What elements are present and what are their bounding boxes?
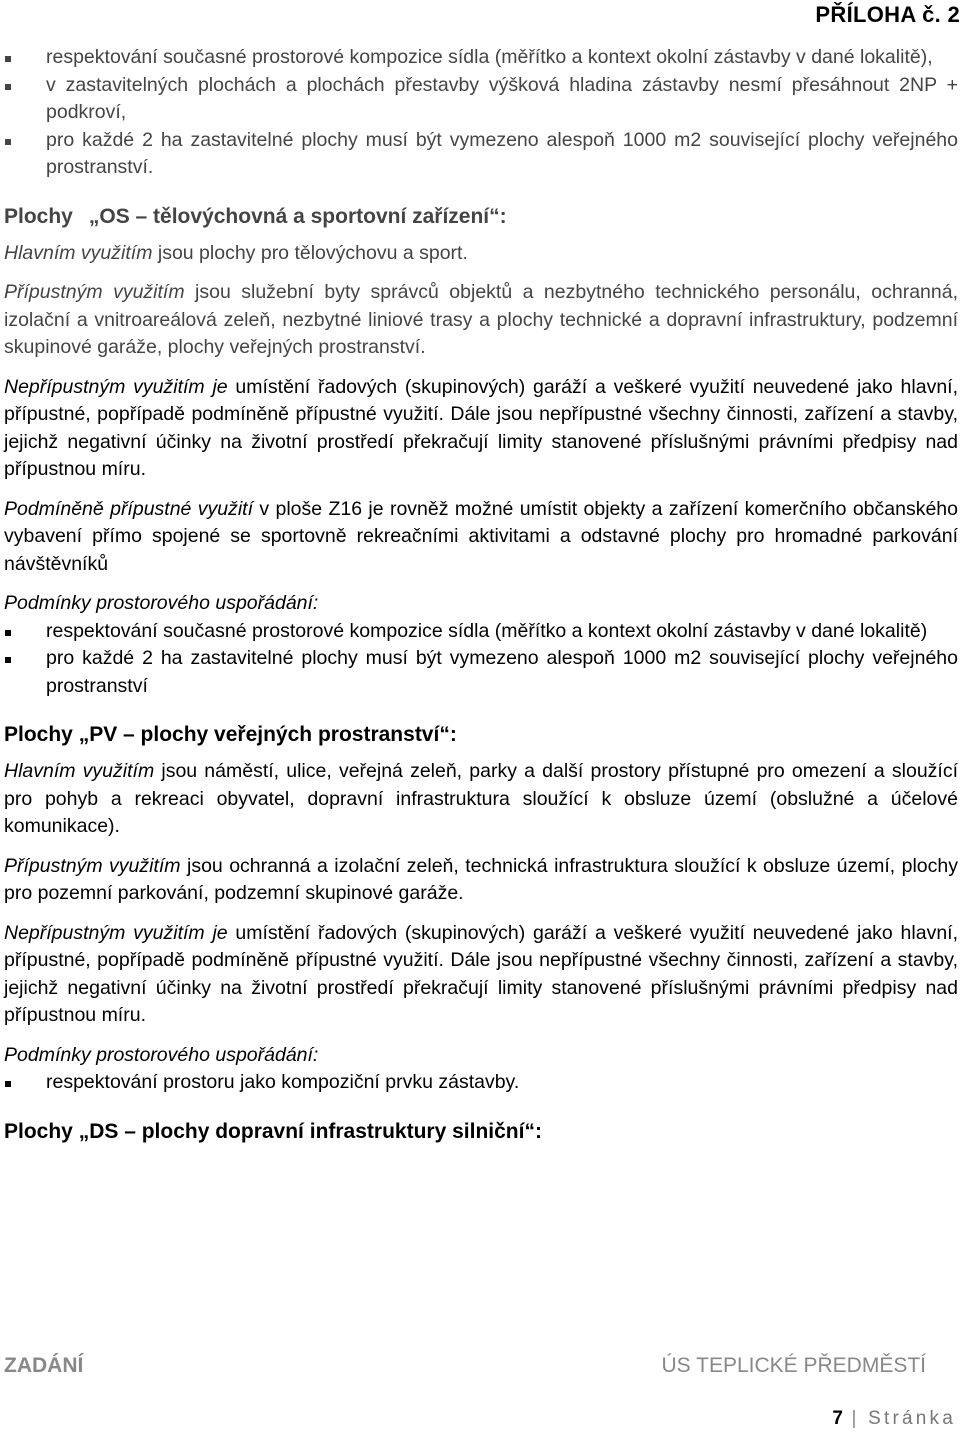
section-heading-ds: Plochy „DS – plochy dopravní infrastruktury silniční“: bbox=[4, 1119, 542, 1143]
label: Hlavním využitím bbox=[4, 760, 155, 782]
label: Přípustným využitím bbox=[4, 281, 185, 303]
pv-main-use bbox=[4, 758, 958, 841]
label: Podmíněně přípustné využití bbox=[4, 497, 254, 520]
text: jsou náměstí, ulice, veřejná zeleň, parky a další prostory přístupné pro omezení a sloužící pro pohyb a rekreaci obyvatel, dopravní infrastruktura sloužící k obsluze území (obslužné a účelové komunikace). bbox=[4, 760, 958, 837]
text: v ploše Z16 je rovněž možné umístit objekty a zařízení komerčního občanského vybavení přímo spojené se sportovně rekreačními aktivitami a odstavné plochy pro hromadné parkování návštěvníků bbox=[4, 497, 958, 575]
os-forbidden-use bbox=[4, 374, 958, 484]
page-number bbox=[832, 1408, 956, 1430]
os-main-use bbox=[4, 240, 958, 268]
page-label: Stránka bbox=[868, 1408, 956, 1429]
list-item: respektování současné prostorové kompozice sídla (měřítko a kontext okolní zástavby v dané lokalitě) bbox=[4, 618, 958, 646]
pv-conditions-list bbox=[4, 1069, 958, 1097]
heading-prefix: Plochy bbox=[4, 204, 73, 228]
text: jsou plochy pro tělovýchovu a sport. bbox=[152, 241, 468, 264]
section-heading-os bbox=[4, 202, 958, 232]
list-item: respektování současné prostorové kompozice sídla (měřítko a kontext okolní zástavby v dané lokalitě), bbox=[4, 44, 958, 72]
document-body bbox=[4, 44, 958, 1155]
list-item: respektování prostoru jako kompoziční prvku zástavby. bbox=[4, 1069, 958, 1097]
list-item: pro každé 2 ha zastavitelné plochy musí být vymezeno alespoň 1000 m2 související plochy veřejného prostranství. bbox=[4, 127, 958, 182]
text: jsou ochranná a izolační zeleň, technická infrastruktura sloužící k obsluze území, plochy pro pozemní parkování, podzemní skupinové garáže. bbox=[4, 854, 958, 904]
pv-forbidden-use bbox=[4, 920, 958, 1030]
text: jsou služební byty správců objektů a nezbytného technického personálu, ochranná, izolační a vnitroareálová zeleň, nezbytné liniové trasy a plochy technické a dopravní infrastruktury, podzemní skupinové garáže, plochy veřejných prostranství. bbox=[4, 281, 958, 358]
label: Nepřípustným využitím je bbox=[4, 921, 228, 944]
label: Hlavním využitím bbox=[4, 241, 153, 264]
text: umístění řadových (skupinových) garáží a veškeré využití neuvedené jako hlavní, přípustné, popřípadě podmíněně přípustné využití. Dále jsou nepřípustné všechny činnosti, zařízení a stavby, jejichž negativní účinky na životní prostředí překračují limity stanovené příslušnými právními předpisy nad přípustnou míru. bbox=[4, 375, 958, 480]
os-allowed-use bbox=[4, 279, 958, 362]
page-separator: | bbox=[851, 1408, 860, 1429]
os-conditions-list bbox=[4, 618, 958, 701]
section-heading-pv: Plochy „PV – plochy veřejných prostranství“: bbox=[4, 723, 457, 746]
footer-left-label: ZADÁNÍ bbox=[4, 1354, 84, 1377]
footer-right-label: ÚS TEPLICKÉ PŘEDMĚSTÍ bbox=[661, 1354, 926, 1377]
os-conditions-label: Podmínky prostorového uspořádání: bbox=[4, 592, 319, 614]
pv-conditions-label: Podmínky prostorového uspořádání: bbox=[4, 1043, 319, 1066]
page-number-value: 7 bbox=[832, 1408, 843, 1429]
pv-allowed-use bbox=[4, 853, 958, 908]
list-item: pro každé 2 ha zastavitelné plochy musí být vymezeno alespoň 1000 m2 související plochy veřejného prostranství bbox=[4, 645, 958, 700]
label: Nepřípustným využitím je bbox=[4, 375, 228, 398]
appendix-label: PŘÍLOHA č. 2 bbox=[815, 2, 960, 27]
heading-code: „OS – tělovýchovná a sportovní zařízení“: bbox=[88, 204, 507, 228]
label: Přípustným využitím bbox=[4, 854, 181, 877]
list-item: v zastavitelných plochách a plochách přestavby výšková hladina zástavby nesmí přesáhnout 2NP + podkroví, bbox=[4, 72, 958, 127]
text: umístění řadových (skupinových) garáží a veškeré využití neuvedené jako hlavní, přípustné, popřípadě podmíněně přípustné využití. Dále jsou nepřípustné všechny činnosti, zařízení a stavby, jejichž negativní účinky na životní prostředí překračují limity stanovené příslušnými právními předpisy nad přípustnou míru. bbox=[4, 921, 958, 1026]
top-bullet-list bbox=[4, 44, 958, 182]
os-conditional-use bbox=[4, 496, 958, 579]
